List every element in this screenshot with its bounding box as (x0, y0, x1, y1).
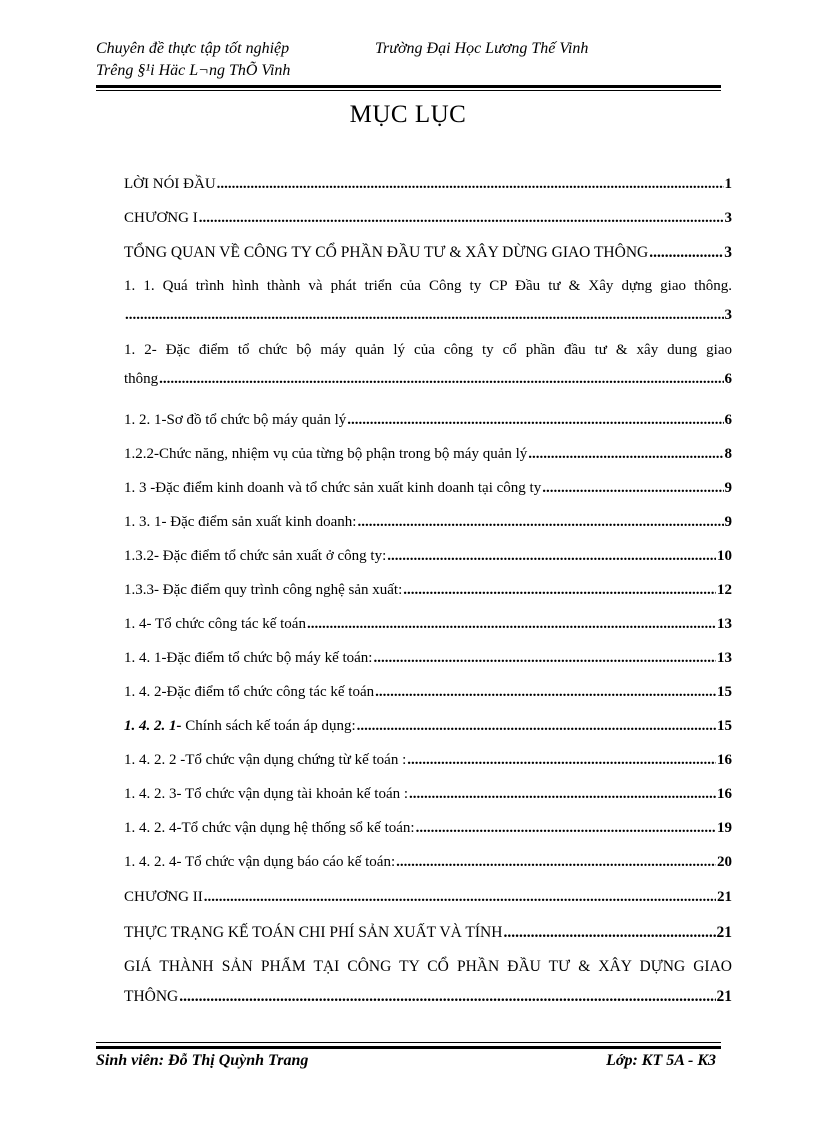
toc-entry-label: 1. 3 -Đặc điểm kinh doanh và tổ chức sản xuất kinh doanh tại công ty (124, 480, 542, 496)
header-divider-thick (96, 85, 721, 88)
toc-entry[interactable] (124, 278, 732, 342)
toc-entry-label: CHƯƠNG I (124, 210, 198, 226)
toc-entry-number: 1. 4. 2. 1- (124, 718, 182, 734)
toc-entry-label: 1. 3. 1- Đặc điểm sản xuất kinh doanh: (124, 514, 357, 530)
toc-entry-page: 6 (724, 371, 732, 387)
toc-entry-page: 15 (717, 684, 732, 700)
toc-entry[interactable] (124, 514, 732, 548)
toc-entry[interactable] (124, 446, 732, 480)
toc-entry[interactable] (124, 582, 732, 616)
toc-leader-dots (503, 924, 715, 942)
toc-leader-dots (528, 446, 723, 463)
toc-entry-label-continued: thông (124, 371, 159, 387)
toc-entry-label: 1. 4. 2. 4- Tổ chức vận dụng báo cáo kế toán: (124, 854, 396, 870)
toc-leader-dots (396, 854, 716, 871)
footer-divider-thick (96, 1046, 721, 1049)
toc-entry-label: 1. 4. 2. 3- Tổ chức vận dụng tài khoản kế toán : (124, 786, 409, 802)
toc-entry-label: 1. 4. 2-Đặc điểm tổ chức công tác kế toán (124, 684, 375, 700)
toc-entry-page: 21 (717, 889, 732, 905)
toc-entry[interactable] (124, 786, 732, 820)
toc-leader-dots (373, 650, 716, 667)
toc-entry-label: THỰC TRẠNG KẾ TOÁN CHI PHÍ SẢN XUẤT VÀ TÍNH (124, 924, 503, 941)
toc-entry[interactable] (124, 616, 732, 650)
toc-entry-label: 1. 2- Đặc điểm tổ chức bộ máy quản lý của công ty cổ phần đầu tư & xây dung giao (124, 342, 732, 358)
toc-entry-page: 12 (717, 582, 732, 598)
toc-leader-dots (387, 548, 716, 565)
toc-leader-dots (347, 412, 723, 429)
page-header (96, 38, 721, 82)
toc-entry-label: 1.3.3- Đặc điểm quy trình công nghệ sản xuất: (124, 582, 403, 598)
toc-leader-dots (217, 176, 724, 193)
toc-entry-label-continued: THÔNG (124, 988, 179, 1005)
header-school-legacy-font: Trêng §¹i Häc L¬ng ThÕ Vinh (96, 62, 291, 79)
toc-entry-page: 20 (717, 854, 732, 870)
toc-leader-dots (204, 889, 716, 906)
toc-entry[interactable] (124, 342, 732, 406)
toc-leader-dots (159, 371, 723, 388)
toc-entry-label: 1. 2. 1-Sơ đồ tổ chức bộ máy quản lý (124, 412, 347, 428)
toc-entry[interactable] (124, 210, 732, 244)
toc-entry-text: Chính sách kế toán áp dụng: (181, 718, 356, 734)
toc-entry[interactable] (124, 684, 732, 718)
toc-leader-dots (403, 582, 716, 599)
toc-entry-label: TỔNG QUAN VỀ CÔNG TY CỔ PHẦN ĐẦU TƯ & XÂY DỪNG GIAO THÔNG (124, 244, 649, 261)
toc-entry-page: 21 (716, 924, 732, 941)
toc-entry-page: 3 (724, 307, 732, 323)
toc-leader-dots (649, 244, 723, 262)
toc-entry-label: 1. 4- Tổ chức công tác kế toán (124, 616, 306, 632)
toc-leader-dots (416, 820, 716, 837)
toc-leader-dots (357, 718, 716, 735)
page-footer (96, 1052, 716, 1070)
header-topic: Chuyên đề thực tập tốt nghiệp (96, 40, 290, 57)
toc-entry-label: 1.2.2-Chức năng, nhiệm vụ của từng bộ phận trong bộ máy quản lý (124, 446, 528, 462)
toc-entry-page: 10 (717, 548, 732, 564)
toc-entry-label (124, 718, 356, 735)
toc-entry-label: GIÁ THÀNH SẢN PHẨM TẠI CÔNG TY CỔ PHẦN ĐẦU TƯ & XÂY DỰNG GIAO (124, 958, 732, 975)
header-divider-thin (96, 90, 721, 91)
toc-entry-label: 1.3.2- Đặc điểm tổ chức sản xuất ở công ty: (124, 548, 387, 564)
toc-entry[interactable] (124, 412, 732, 446)
toc-entry-page: 15 (717, 718, 732, 734)
toc-entry-page: 3 (724, 210, 732, 226)
toc-entry[interactable] (124, 650, 732, 684)
toc-entry[interactable] (124, 854, 732, 888)
toc-leader-dots (125, 307, 724, 324)
toc-entry-label: CHƯƠNG II (124, 889, 203, 905)
toc-entry-label: 1. 4. 2. 2 -Tổ chức vận dụng chứng từ kế toán : (124, 752, 407, 768)
toc-entry[interactable] (124, 820, 732, 854)
toc-entry[interactable] (124, 176, 732, 210)
toc-entry-page: 21 (716, 988, 732, 1005)
toc-entry-page: 9 (724, 514, 732, 530)
toc-leader-dots (407, 752, 716, 769)
toc-entry-page: 9 (724, 480, 732, 496)
header-school: Trường Đại Học Lương Thế Vinh (375, 40, 589, 57)
toc-leader-dots (409, 786, 716, 803)
toc-entry[interactable] (124, 958, 732, 1022)
toc-leader-dots (357, 514, 723, 531)
toc-entry-page: 16 (717, 786, 732, 802)
page-title: MỤC LỤC (349, 101, 467, 128)
footer-student: Sinh viên: Đỗ Thị Quỳnh Trang (96, 1052, 309, 1069)
toc-entry-page: 19 (717, 820, 732, 836)
toc-entry-label: 1. 4. 2. 4-Tổ chức vận dụng hệ thống sổ kế toán: (124, 820, 415, 836)
toc-entry-page: 1 (724, 176, 732, 192)
toc-entry-page: 13 (717, 650, 732, 666)
toc-leader-dots (199, 210, 724, 227)
footer-divider-thin (96, 1042, 721, 1043)
toc-entry-label: 1. 4. 1-Đặc điểm tổ chức bộ máy kế toán: (124, 650, 373, 666)
toc-entry-page: 16 (717, 752, 732, 768)
toc-entry[interactable] (124, 752, 732, 786)
toc-entry[interactable] (124, 548, 732, 582)
toc-entry-page: 6 (724, 412, 732, 428)
toc-entry-page: 8 (724, 446, 732, 462)
toc-leader-dots (542, 480, 723, 497)
toc-entry[interactable] (124, 480, 732, 514)
toc-leader-dots (375, 684, 716, 701)
toc-entry-page: 13 (717, 616, 732, 632)
toc-entry[interactable] (124, 244, 732, 278)
toc-entry-label: LỜI NÓI ĐẦU (124, 176, 216, 192)
toc-leader-dots (307, 616, 716, 633)
footer-class: Lớp: KT 5A - K3 (606, 1052, 716, 1069)
toc-entry[interactable] (124, 718, 732, 752)
toc-entry[interactable] (124, 924, 732, 958)
toc-entry[interactable] (124, 889, 732, 923)
toc-entry-page: 3 (724, 244, 732, 261)
toc-entry-label: 1. 1. Quá trình hình thành và phát triển của Công ty CP Đầu tư & Xây dựng giao thông. (124, 278, 732, 294)
toc-leader-dots (179, 988, 715, 1006)
